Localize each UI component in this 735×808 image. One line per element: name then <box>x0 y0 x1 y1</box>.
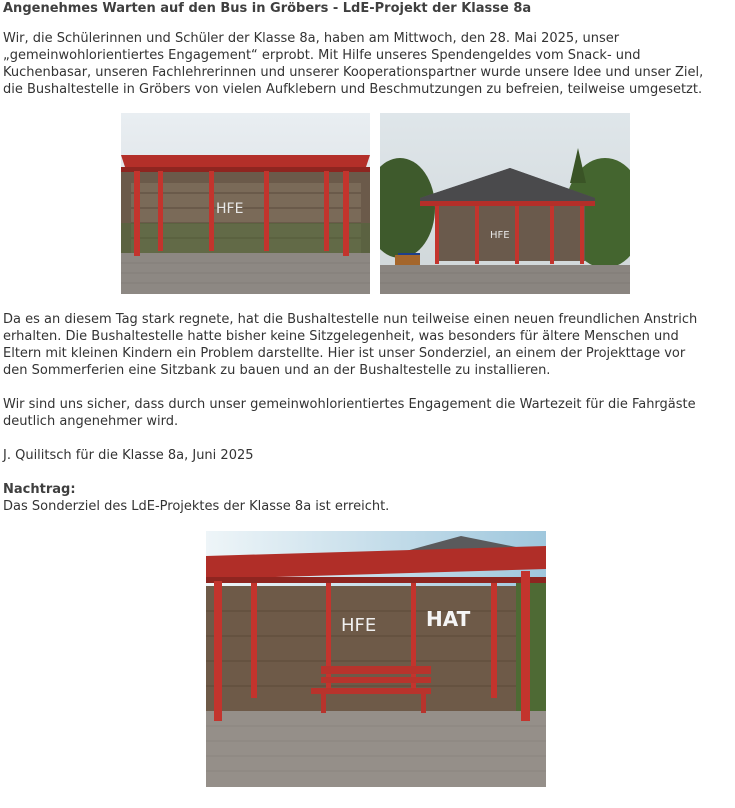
svg-text:HFE: HFE <box>341 615 377 636</box>
text-line: Da es an diesem Tag stark regnete, hat die Bushaltestelle nun teilweise einen neuen freundlichen Anstrich <box>3 312 698 327</box>
text-line: Wir sind uns sicher, dass durch unser gemeinwohlorientiertes Engagement die Wartezeit für die Fahrgäste <box>3 397 696 412</box>
text-line: „gemeinwohlorientiertes Engagement“ erprobt. Mit Hilfe unseres Spendengeldes vom Snack- und <box>3 48 641 63</box>
text-line: deutlich angenehmer wird. <box>3 414 179 429</box>
svg-text:HAT: HAT <box>426 607 471 631</box>
text-line: Wir, die Schülerinnen und Schüler der Klasse 8a, haben am Mittwoch, den 28. Mai 2025, unser <box>3 31 620 46</box>
text-line: erhalten. Die Bushaltestelle hatte bisher keine Sitzgelegenheit, was besonders für ältere Menschen und <box>3 329 679 344</box>
text-line: den Sommerferien eine Sitzbank zu bauen und an der Bushaltestelle zu installieren. <box>3 363 551 378</box>
article-title: Angenehmes Warten auf den Bus in Gröbers - LdE-Projekt der Klasse 8a <box>3 1 532 16</box>
conclusion-paragraph <box>3 396 735 430</box>
signature: J. Quilitsch für die Klasse 8a, Juni 2025 <box>3 448 254 463</box>
text-line: Eltern mit kleinen Kindern ein Problem darstellte. Hier ist unser Sonderziel, an einem der Projekttage vor <box>3 346 686 361</box>
svg-text:HFE: HFE <box>490 230 510 241</box>
bus-shelter-bench-photo <box>206 531 546 787</box>
nachtrag-text: Das Sonderziel des LdE-Projektes der Klasse 8a ist erreicht. <box>3 499 390 514</box>
text-line: die Bushaltestelle in Gröbers von vielen Aufklebern und Beschmutzungen zu befreien, teilweise umgesetzt. <box>3 82 703 97</box>
text-line: Kuchenbasar, unseren Fachlehrerinnen und unserer Kooperationspartner wurde unsere Idee und unser Ziel, <box>3 65 704 80</box>
bus-shelter-photo-side <box>380 113 630 294</box>
nachtrag-heading: Nachtrag: <box>3 482 76 497</box>
svg-text:HFE: HFE <box>216 201 244 217</box>
bus-shelter-photo-front <box>121 113 370 294</box>
progress-paragraph <box>3 311 735 379</box>
intro-paragraph <box>3 30 735 98</box>
